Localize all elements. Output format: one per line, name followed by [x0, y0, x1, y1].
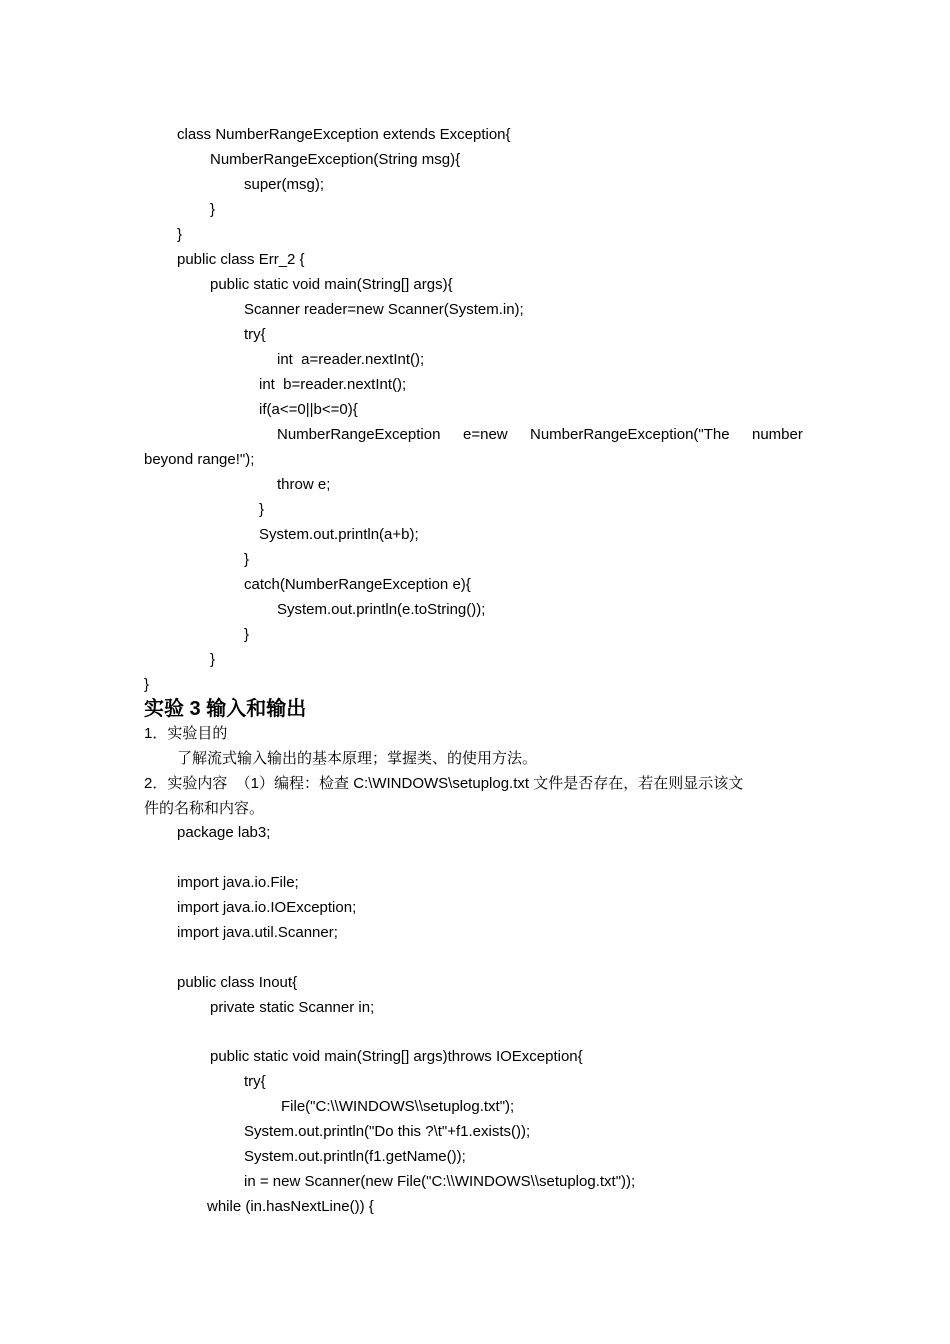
purpose-text: 了解流式输入输出的基本原理；掌握类、的使用方法。 [177, 750, 538, 767]
code-line: import java.io.File; [177, 874, 299, 891]
code-line: import java.io.IOException; [177, 899, 357, 916]
content-text-line: 2．实验内容 （1）编程：检查 C:\WINDOWS\setuplog.txt 文件是否存在，若在则显示该文 [144, 775, 744, 792]
code-line: System.out.println(a+b); [259, 526, 419, 543]
code-token: NumberRangeException [277, 426, 441, 443]
code-line: int a=reader.nextInt(); [277, 351, 425, 368]
code-token: NumberRangeException("The [530, 426, 730, 443]
code-line: try{ [244, 326, 266, 343]
code-token: e=new [463, 426, 508, 443]
code-line: } [244, 551, 250, 568]
content-text-line: 件的名称和内容。 [144, 800, 265, 817]
code-line: int b=reader.nextInt(); [259, 376, 407, 393]
code-line: public static void main(String[] args)throws IOException{ [210, 1048, 583, 1065]
code-line: try{ [244, 1073, 266, 1090]
code-line: NumberRangeException(String msg){ [210, 151, 461, 168]
code-line: } [259, 501, 265, 518]
code-line: } [210, 651, 216, 668]
code-line: in = new Scanner(new File("C:\\WINDOWS\\setuplog.txt")); [244, 1173, 636, 1190]
code-line: if(a<=0||b<=0){ [259, 401, 358, 418]
code-line: System.out.println(f1.getName()); [244, 1148, 466, 1165]
code-line: } [177, 226, 183, 243]
code-line: } [144, 676, 150, 693]
code-line: private static Scanner in; [210, 999, 375, 1016]
code-line: public class Err_2 { [177, 251, 305, 268]
justified-code-line [144, 425, 806, 445]
code-line: throw e; [277, 476, 331, 493]
code-line: public class Inout{ [177, 974, 298, 991]
code-line: package lab3; [177, 824, 271, 841]
purpose-title: 1．实验目的 [144, 725, 228, 742]
section-heading: 实验 3 输入和输出 [144, 698, 307, 720]
code-line: System.out.println(e.toString()); [277, 601, 486, 618]
code-line: import java.util.Scanner; [177, 924, 338, 941]
code-line: beyond range!"); [144, 451, 255, 468]
code-line: class NumberRangeException extends Exception{ [177, 126, 511, 143]
code-line: } [244, 626, 250, 643]
code-line: public static void main(String[] args){ [210, 276, 453, 293]
code-line: catch(NumberRangeException e){ [244, 576, 471, 593]
code-line: super(msg); [244, 176, 325, 193]
code-line: File("C:\\WINDOWS\\setuplog.txt"); [281, 1098, 515, 1115]
code-line: while (in.hasNextLine()) { [207, 1198, 374, 1215]
code-line: } [210, 201, 216, 218]
code-line: System.out.println("Do this ?\t"+f1.exists()); [244, 1123, 531, 1140]
code-token: number [752, 426, 803, 443]
code-line: Scanner reader=new Scanner(System.in); [244, 301, 524, 318]
